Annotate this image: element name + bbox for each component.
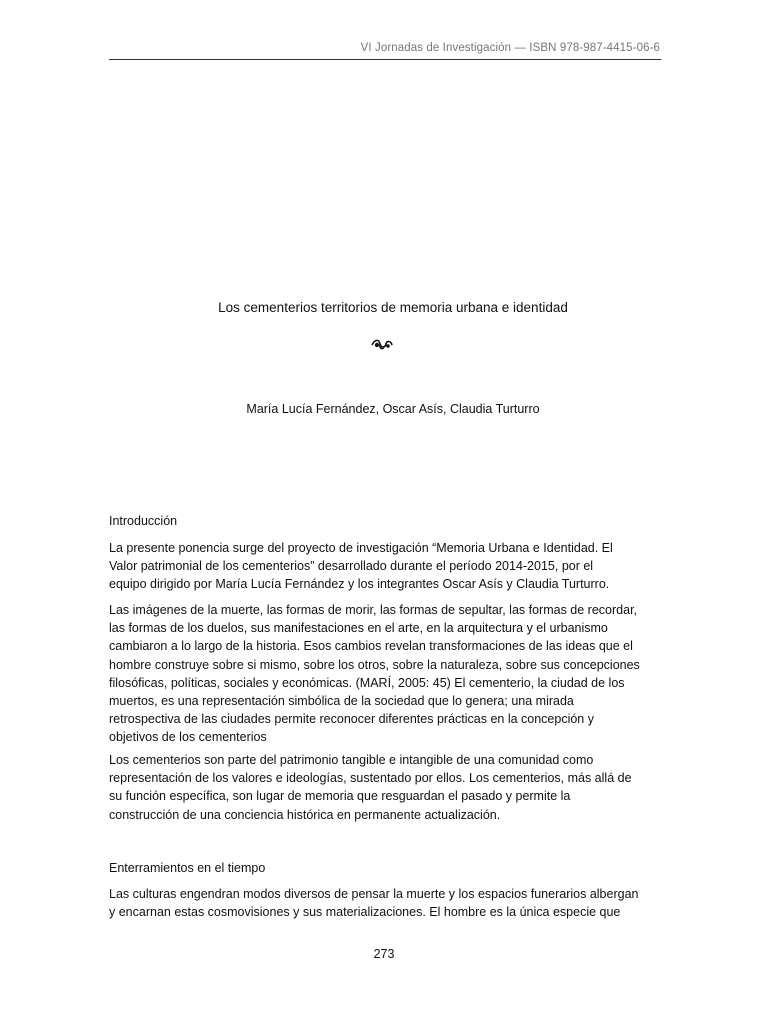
paragraph-line: equipo dirigido por María Lucía Fernández y los integrantes Oscar Asís y Claudia Turturro.	[109, 577, 610, 592]
paragraph-line: su función específica, son lugar de memoria que resguardan el pasado y permite la	[109, 789, 571, 804]
paragraph-intro-1	[109, 539, 664, 594]
paragraph-line: cambiaron a lo largo de la historia. Esos cambios revelan transformaciones de las ideas que el	[109, 639, 633, 654]
paragraph-intro-2	[109, 601, 664, 747]
article-title: Los cementerios territorios de memoria urbana e identidad	[218, 300, 568, 315]
running-header: VI Jornadas de Investigación — ISBN 978-987-4415-06-6	[360, 42, 660, 54]
page-number: 273	[373, 947, 395, 961]
paragraph-line: Los cementerios son parte del patrimonio tangible e intangible de una comunidad como	[109, 753, 594, 767]
paragraph-line: retrospectiva de las ciudades permite reconocer diferentes prácticas en la concepción y	[109, 712, 594, 727]
paragraph-line: objetivos de los cementerios	[109, 730, 267, 745]
article-authors: María Lucía Fernández, Oscar Asís, Claudia Turturro	[246, 402, 540, 416]
paragraph-line: Las culturas engendran modos diversos de pensar la muerte y los espacios funerarios albergan	[109, 887, 639, 901]
paragraph-line: representación de los valores e ideologías, sustentado por ellos. Los cementerios, más allá de	[109, 771, 632, 786]
paragraph-line: filosóficas, políticas, sociales y económicas. (MARÍ, 2005: 45) El cementerio, la ciudad de los	[109, 675, 625, 690]
section-heading-introduccion: Introducción	[109, 514, 178, 528]
header-rule	[109, 59, 661, 60]
paragraph-line: Valor patrimonial de los cementerios” desarrollado durante el período 2014-2015, por el	[109, 559, 594, 574]
paragraph-intro-3	[109, 751, 664, 824]
section-heading-enterramientos: Enterramientos en el tiempo	[109, 861, 266, 875]
paragraph-line: y encarnan estas cosmovisiones y sus materializaciones. El hombre es la única especie que	[109, 905, 621, 920]
paragraph-line: La presente ponencia surge del proyecto de investigación “Memoria Urbana e Identidad. El	[109, 541, 613, 555]
paragraph-line: hombre construye sobre si mismo, sobre los otros, sobre la naturaleza, sobre sus concepciones	[109, 657, 640, 672]
paragraph-section2-1	[109, 885, 664, 921]
paragraph-line: construcción de una conciencia histórica en permanente actualización.	[109, 807, 501, 822]
fleuron-icon	[370, 336, 394, 352]
paragraph-line: muertos, es una representación simbólica de la sociedad que lo genera; una mirada	[109, 694, 574, 709]
paragraph-line: las formas de los duelos, sus manifestaciones en el arte, en la arquitectura y el urbanismo	[109, 621, 608, 636]
paragraph-line: Las imágenes de la muerte, las formas de morir, las formas de sepultar, las formas de recordar,	[109, 603, 638, 617]
